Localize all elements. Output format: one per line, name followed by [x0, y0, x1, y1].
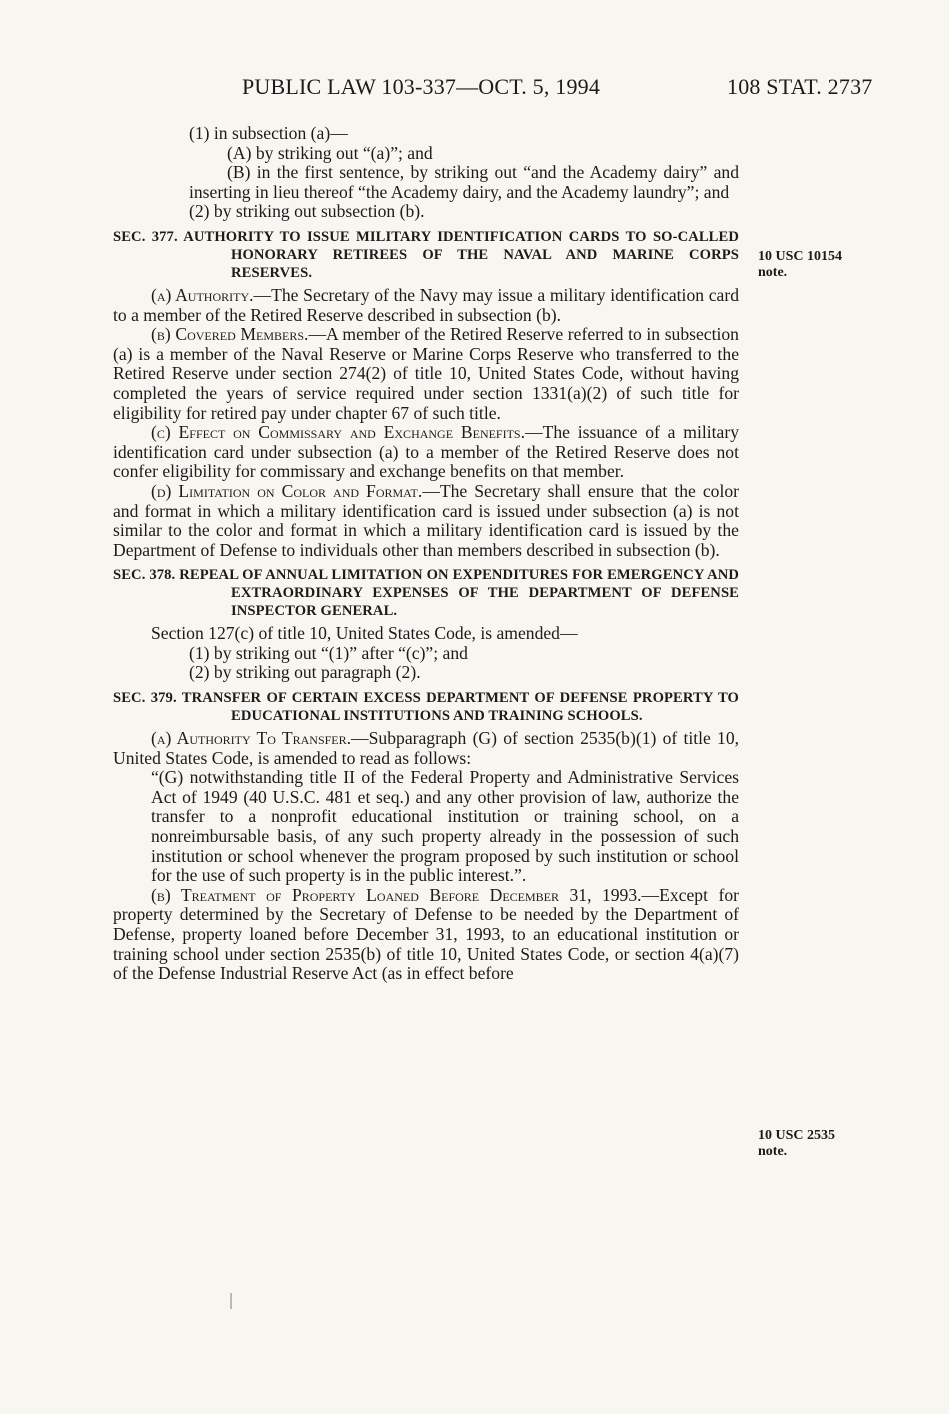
- section-379-heading: SEC. 379. TRANSFER OF CERTAIN EXCESS DEPARTMENT OF DEFENSE PROPERTY TO EDUCATIONAL INSTITUTIONS AND TRAINING SCHOOLS.: [113, 690, 739, 725]
- subsection-heading: (a) Authority To Transfer.: [151, 728, 352, 749]
- subsection-heading: (b) Covered Members.: [151, 324, 309, 345]
- amendment-subitem: (B) in the first sentence, by striking out “and the Academy dairy” and inserting in lieu thereof “the Academy dairy, and the Academy laundry”; and: [189, 162, 739, 202]
- sec378-item-2: (2) by striking out paragraph (2).: [189, 662, 421, 683]
- sec377-subsection-a: [113, 286, 739, 325]
- amendment-item: (2) by striking out subsection (b).: [189, 201, 425, 222]
- amendment-item: (1) in subsection (a)—: [189, 123, 348, 143]
- subsection-heading: (c) Effect on Commissary and Exchange Benefits.: [151, 422, 526, 443]
- sec378-intro: Section 127(c) of title 10, United States Code, is amended—: [151, 623, 578, 644]
- sec379-subsection-a: [113, 729, 739, 768]
- subsection-heading: (d) Limitation on Color and Format.: [151, 480, 423, 501]
- subsection-text: —The Secretary of the Navy may issue a military identification card to a member of the Retired Reserve described in subsection (b).: [113, 284, 739, 325]
- sec377-subsection-b: [113, 325, 739, 423]
- subsection-text: —Except for property determined by the Secretary of Defense to be needed by the Department of Defense, property loaned before December 31, 1993, to an educational institution or training school under section 2535(b) of title 10, United States Code, or section 4(a)(7) of the Defense Industrial Reserve Act (as in effect before: [113, 884, 739, 984]
- running-header-title: PUBLIC LAW 103-337—OCT. 5, 1994: [242, 74, 601, 99]
- section-377-heading: SEC. 377. AUTHORITY TO ISSUE MILITARY IDENTIFICATION CARDS TO SO-CALLED HONORARY RETIREES OF THE NAVAL AND MARINE CORPS RESERVES.: [113, 228, 739, 281]
- subsection-text: —A member of the Retired Reserve referred to in subsection (a) is a member of the Naval Reserve or Marine Corps Reserve who transferred to the Retired Reserve under section 274(2) of title 10, United States Code, without having completed the years of service required under section 1331(a)(2) of such title for eligibility for retired pay under chapter 67 of such title.: [113, 324, 739, 423]
- amendment-subitem: (A) by striking out “(a)”; and: [227, 142, 433, 163]
- subsection-heading: (b) Treatment of Property Loaned Before December 31, 1993.: [151, 884, 642, 905]
- body-text: [113, 124, 739, 984]
- margin-note-sec379: 10 USC 2535 note.: [758, 1128, 836, 1159]
- margin-note-sec377: 10 USC 10154 note.: [758, 249, 843, 280]
- sec379-quoted-text: “(G) notwithstanding title II of the Federal Property and Administrative Services Act of 1949 (40 U.S.C. 481 et seq.) and any other provision of law, authorize the transfer to a nonprofit educational institution or training school, on a nonreimbursable basis, of any such property already in the possession of such institution or school whenever the program proposed by such institution or school for the use of such property is in the public interest.”.: [151, 767, 739, 886]
- scan-mark: [230, 1293, 232, 1309]
- sec378-item-1: (1) by striking out “(1)” after “(c)”; and: [189, 642, 468, 663]
- sec377-subsection-d: [113, 482, 739, 560]
- subsection-text: —The issuance of a military identification card under subsection (a) to a member of the Retired Reserve does not confer eligibility for commissary and exchange benefits on that member.: [113, 422, 739, 482]
- subsection-heading: (a) Authority.: [151, 284, 254, 305]
- subsection-text: —The Secretary shall ensure that the color and format in which a military identification card is issued under subsection (a) is not similar to the color and format in which a military identification card is issued by the Department of Defense to individuals other than members described in subsection (b).: [113, 480, 739, 560]
- sec379-subsection-b: [113, 886, 739, 984]
- running-header-stat: 108 STAT. 2737: [727, 74, 873, 99]
- sec377-subsection-c: [113, 423, 739, 482]
- subsection-text: —Subparagraph (G) of section 2535(b)(1) of title 10, United States Code, is amended to read as follows:: [113, 728, 740, 768]
- section-378-heading: SEC. 378. REPEAL OF ANNUAL LIMITATION ON EXPENDITURES FOR EMERGENCY AND EXTRAORDINARY EXPENSES OF THE DEPARTMENT OF DEFENSE INSPECTOR GENERAL.: [113, 567, 739, 620]
